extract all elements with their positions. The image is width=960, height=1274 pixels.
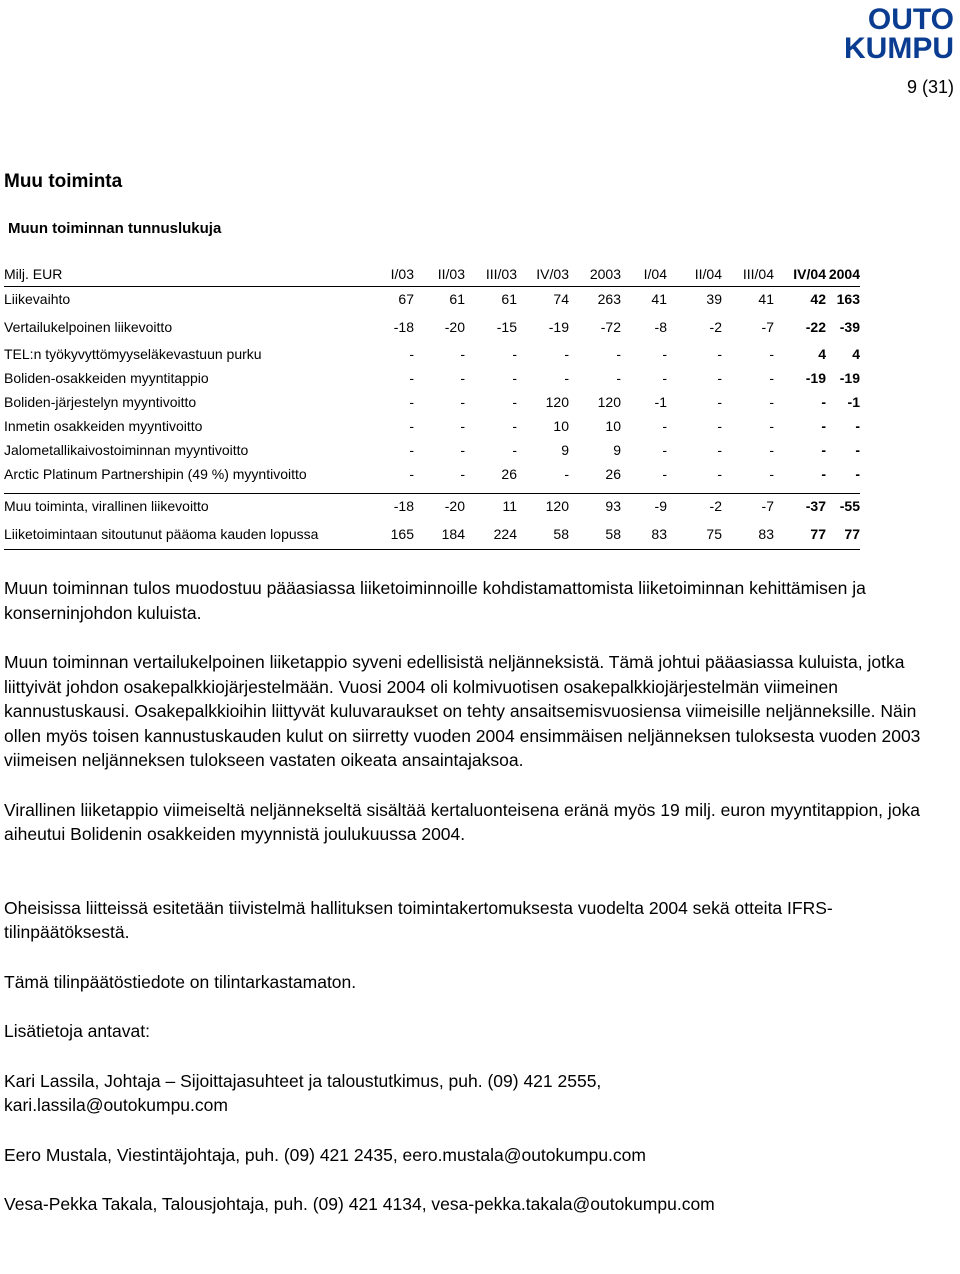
spacer-cell [774,486,826,494]
table-cell: -8 [654,318,667,335]
table-cell: 4 [852,346,860,362]
column-header: IV/04 [774,262,826,287]
spacer-cell [465,486,517,494]
table-cell: - [821,394,826,410]
table-row [4,494,860,519]
row-label: Boliden-järjestelyn myyntivoitto [4,394,197,410]
table-cell: - [512,370,517,386]
table-cell: - [769,370,774,386]
table-cell: - [409,394,414,410]
table-cell: 163 [836,291,860,307]
paragraph: Virallinen liiketappio viimeiseltä neljännekseltä sisältää kertaluonteisena eränä myös 19 milj. euron myyntitappion, joka aiheutui Bolidenin osakkeiden myynnistä joulukuussa 2004. [4,799,921,844]
table-cell: - [769,394,774,410]
logo-line-2: KUMPU [844,32,954,60]
table-cell: - [460,394,465,410]
table-cell: 58 [517,518,569,550]
table-cell: - [855,466,860,482]
table-cell: - [512,418,517,434]
table-cell: 58 [569,518,621,550]
table-cell: - [821,442,826,458]
table-cell: -19 [839,370,860,386]
table-cell: -55 [826,494,860,519]
table-row [4,518,860,550]
spacer-cell [826,486,860,494]
table-cell: 10 [553,418,569,434]
column-header: 2004 [826,262,860,287]
table-cell: 41 [758,291,774,307]
outokumpu-logo [822,2,956,60]
table-cell: - [717,394,722,410]
contact-entry: Eero Mustala, Viestintäjohtaja, puh. (09) 421 2435, eero.mustala@outokumpu.com [4,1144,646,1165]
table-cell: -1 [654,394,667,410]
table-cell: - [460,370,465,386]
table-cell: 26 [501,466,517,482]
table-cell: -20 [414,494,465,519]
table-cell: 61 [501,291,517,307]
table-cell: - [769,442,774,458]
table-cell: - [717,370,722,386]
table-cell: - [564,346,569,362]
column-header: I/04 [621,262,667,287]
table-cell: 120 [597,394,621,410]
spacer-cell [414,486,465,494]
table-cell: 9 [561,442,569,458]
row-label: Vertailukelpoinen liikevoitto [4,318,173,335]
table-cell: 61 [449,291,465,307]
table-cell: - [717,466,722,482]
table-cell: - [409,466,414,482]
table-row [4,342,860,366]
table-cell: 74 [553,291,569,307]
table-cell: - [769,346,774,362]
table-cell: - [460,418,465,434]
column-header: I/03 [366,262,414,287]
table-cell: 83 [621,518,667,550]
table-cell: 184 [414,518,465,550]
paragraph: Tämä tilinpäätöstiedote on tilintarkastamaton. [4,971,357,992]
table-cell: 93 [569,494,621,519]
table-cell: - [616,370,621,386]
table-cell: - [662,346,667,362]
table-cell: -22 [805,318,826,335]
table-cell: - [855,442,860,458]
table-cell: - [409,418,414,434]
spacer-cell [722,486,774,494]
table-cell: -37 [774,494,826,519]
table-cell: -20 [444,318,465,335]
table-cell: - [662,418,667,434]
table-cell: - [769,418,774,434]
table-cell: - [512,442,517,458]
table-cell: 83 [722,518,774,550]
table-cell: 26 [605,466,621,482]
table-cell: -19 [805,370,826,386]
logo-line-1: OUTO [867,3,954,36]
table-cell: -1 [847,394,860,410]
table-cell: - [717,418,722,434]
table-cell: 120 [545,394,569,410]
paragraph: Oheisissa liitteissä esitetään tiivistelmä hallituksen toimintakertomuksesta vuodelta 2004 sekä otteita IFRS-tilinpäätöksestä. [4,897,833,942]
table-cell: 42 [810,291,826,307]
spacer-cell [366,486,414,494]
table-cell: 120 [517,494,569,519]
table-row [4,462,860,486]
table-header-row [4,262,860,287]
column-header: II/04 [667,262,722,287]
table-cell: - [821,418,826,434]
spacer-cell [667,486,722,494]
table-cell: -7 [722,494,774,519]
kpi-table [4,262,860,550]
table-cell: 263 [597,291,621,307]
table-cell: - [512,394,517,410]
table-cell: - [662,370,667,386]
row-label: Liiketoimintaan sitoutunut pääoma kauden lopussa [4,518,366,550]
table-cell: -18 [393,318,414,335]
table-cell: -19 [548,318,569,335]
table-cell: - [564,466,569,482]
spacer-cell [621,486,667,494]
table-cell: - [662,442,667,458]
table-cell: -2 [709,318,722,335]
table-cell: - [616,346,621,362]
table-cell: 77 [826,518,860,550]
table-row [4,311,860,342]
table-cell: 10 [605,418,621,434]
contact-entry: Vesa-Pekka Takala, Talousjohtaja, puh. (09) 421 4134, vesa-pekka.takala@outokumpu.com [4,1194,715,1214]
row-label: TEL:n työkyvyttömyyseläkevastuun purku [4,346,262,362]
table-cell: 39 [706,291,722,307]
table-cell: - [717,346,722,362]
table-cell: - [460,346,465,362]
table-cell: -7 [761,318,774,335]
body-text [4,576,954,1217]
table-cell: - [855,418,860,434]
column-header: 2003 [569,262,621,287]
contact-entry: Kari Lassila, Johtaja – Sijoittajasuhteet ja taloustutkimus, puh. (09) 421 2555, kari.lassila@outokumpu.com [4,1070,602,1115]
table-cell: - [409,370,414,386]
table-row [4,414,860,438]
table-cell: 165 [366,518,414,550]
table-cell: -39 [839,318,860,335]
paragraph: Lisätietoja antavat: [4,1021,150,1041]
table-row [4,390,860,414]
table-cell: 41 [651,291,667,307]
table-cell: -72 [600,318,621,335]
page-number: 9 (31) [906,77,954,97]
row-label: Muu toiminta, virallinen liikevoitto [4,494,366,519]
table-cell: - [409,346,414,362]
table-cell: 77 [774,518,826,550]
table-title: Muun toiminnan tunnuslukuja [8,220,222,237]
row-label: Arctic Platinum Partnershipin (49 %) myyntivoitto [4,466,307,482]
table-spacer [4,486,860,494]
paragraph: Muun toiminnan tulos muodostuu pääasiassa liiketoiminnoille kohdistamattomista liiketoiminnan kehittämisen ja konserninjohdon kuluista. [4,578,866,623]
column-header: III/04 [722,262,774,287]
paragraph: Muun toiminnan vertailukelpoinen liiketappio syveni edellisistä neljänneksistä. Tämä johtui pääasiassa kuluista, jotka liittyivät johdon osakepalkkiojärjestelmään. Vuosi 2004 oli kolmivuotisen osakepalkkiojärjestelmän viimeinen kannustuskausi. Osakepalkkioihin liittyvät kuluvaraukset on tehty ansaitsemisvuosiensa viimeisille neljänneksille. Näin ollen myös toisen kannustuskauden kulut on siirretty vuoden 2004 ensimmäisen neljänneksen tuloksesta vuoden 2003 viimeisen neljänneksen tulokseen vastaten oikeata ansaintajaksoa. [4,652,921,770]
table-cell: - [662,466,667,482]
table-cell: - [460,466,465,482]
spacer-cell [4,486,366,494]
table-cell: 9 [613,442,621,458]
row-label: Jalometallikaivostoiminnan myyntivoitto [4,442,249,458]
table-cell: 4 [818,346,826,362]
section-title: Muu toiminta [4,171,123,192]
table-cell: -2 [667,494,722,519]
table-cell: -18 [366,494,414,519]
row-label: Inmetin osakkeiden myyntivoitto [4,418,203,434]
table-cell: - [769,466,774,482]
table-row [4,287,860,312]
table-cell: -9 [621,494,667,519]
table-cell: -15 [496,318,517,335]
column-header: II/03 [414,262,465,287]
column-header: III/03 [465,262,517,287]
table-cell: - [821,466,826,482]
table-cell: 75 [667,518,722,550]
row-label: Liikevaihto [4,291,71,307]
row-label: Boliden-osakkeiden myyntitappio [4,370,209,386]
unit-label: Milj. EUR [4,262,366,287]
table-cell: 11 [465,494,517,519]
table-cell: - [460,442,465,458]
spacer-cell [517,486,569,494]
table-row [4,366,860,390]
column-header: IV/03 [517,262,569,287]
table-cell: 224 [465,518,517,550]
table-cell: 67 [398,291,414,307]
table-cell: - [409,442,414,458]
spacer-cell [569,486,621,494]
table-cell: - [717,442,722,458]
table-cell: - [512,346,517,362]
table-row [4,438,860,462]
table-cell: - [564,370,569,386]
